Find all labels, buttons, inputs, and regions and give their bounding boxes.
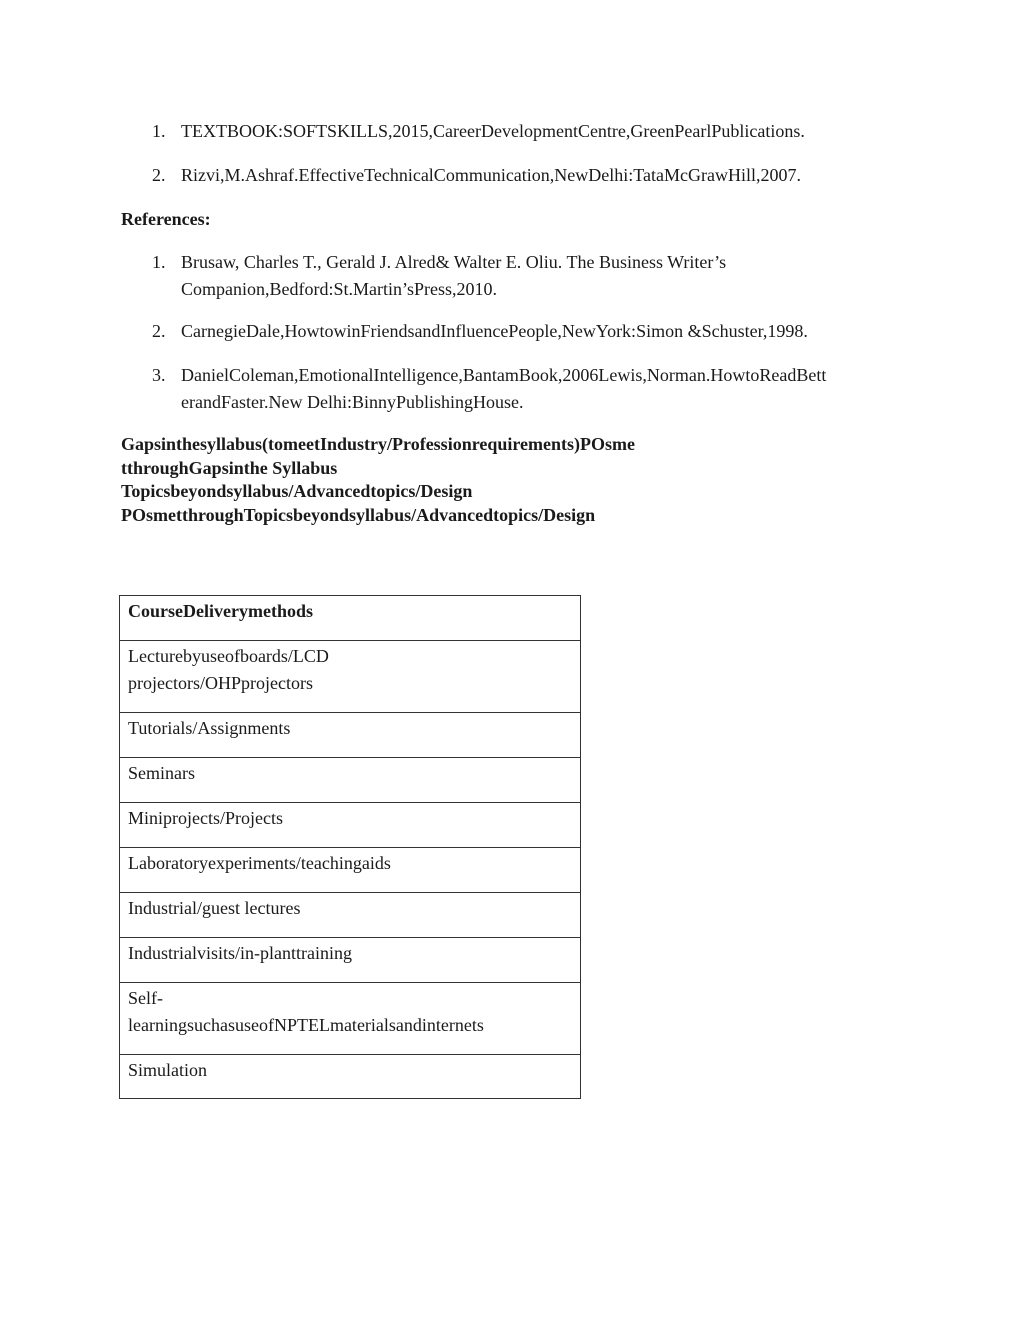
list-text xyxy=(181,162,911,189)
table-cell xyxy=(120,1055,581,1099)
list-number: 1. xyxy=(152,252,166,272)
text-line: Rizvi,M.Ashraf.EffectiveTechnicalCommunication,NewDelhi:TataMcGrawHill,2007. xyxy=(181,165,801,185)
table-cell xyxy=(120,983,581,1055)
course-delivery-table xyxy=(119,595,581,1099)
table-row xyxy=(120,758,581,803)
table-header-cell: CourseDeliverymethods xyxy=(120,596,581,641)
table-cell xyxy=(120,803,581,848)
cell-line: Laboratoryexperiments/teachingaids xyxy=(128,853,391,873)
cell-line: Industrial/guest lectures xyxy=(128,898,301,918)
table-cell xyxy=(120,713,581,758)
list-number: 1. xyxy=(152,121,166,141)
table-row xyxy=(120,938,581,983)
text-line: DanielColeman,EmotionalIntelligence,BantamBook,2006Lewis,Norman.HowtoReadBett xyxy=(181,365,827,385)
list-text xyxy=(181,118,911,145)
table-cell xyxy=(120,758,581,803)
table-row xyxy=(120,803,581,848)
gaps-line: Topicsbeyondsyllabus/Advancedtopics/Design xyxy=(121,481,473,501)
cell-line: Lecturebyuseofboards/LCD xyxy=(128,646,329,666)
cell-line: Tutorials/Assignments xyxy=(128,718,291,738)
list-number: 3. xyxy=(152,365,166,385)
cell-line: Seminars xyxy=(128,763,195,783)
table-cell xyxy=(120,938,581,983)
table-row xyxy=(120,641,581,713)
list-number: 2. xyxy=(152,321,166,341)
text-line: TEXTBOOK:SOFTSKILLS,2015,CareerDevelopmentCentre,GreenPearlPublications. xyxy=(181,121,805,141)
gaps-line: Gapsinthesyllabus(tomeetIndustry/Professionrequirements)POsme xyxy=(121,434,636,454)
cell-line: learningsuchasuseofNPTELmaterialsandinternets xyxy=(128,1015,484,1035)
list-text xyxy=(181,362,911,416)
list-text xyxy=(181,249,911,303)
text-line: Companion,Bedford:St.Martin’sPress,2010. xyxy=(181,279,497,299)
table-row xyxy=(120,1055,581,1099)
gaps-section xyxy=(121,433,635,527)
table-row xyxy=(120,893,581,938)
table-cell xyxy=(120,893,581,938)
table-row xyxy=(120,848,581,893)
references-heading: References: xyxy=(121,209,211,229)
table-row xyxy=(120,983,581,1055)
list-number: 2. xyxy=(152,165,166,185)
text-line: Brusaw, Charles T., Gerald J. Alred& Walter E. Oliu. The Business Writer’s xyxy=(181,252,727,272)
cell-line: projectors/OHPprojectors xyxy=(128,673,313,693)
list-text xyxy=(181,318,911,345)
cell-line: Self- xyxy=(128,988,163,1008)
table-cell xyxy=(120,641,581,713)
table-row xyxy=(120,713,581,758)
text-line: CarnegieDale,HowtowinFriendsandInfluencePeople,NewYork:Simon &Schuster,1998. xyxy=(181,321,808,341)
cell-line: Simulation xyxy=(128,1060,208,1080)
table-header-row xyxy=(120,596,581,641)
table-cell xyxy=(120,848,581,893)
cell-line: Industrialvisits/in-planttraining xyxy=(128,943,352,963)
text-line: erandFaster.New Delhi:BinnyPublishingHouse. xyxy=(181,392,524,412)
gaps-line: POsmetthroughTopicsbeyondsyllabus/Advancedtopics/Design xyxy=(121,504,596,525)
cell-line: Miniprojects/Projects xyxy=(128,808,283,828)
gaps-line: tthroughGapsinthe Syllabus xyxy=(121,457,338,478)
